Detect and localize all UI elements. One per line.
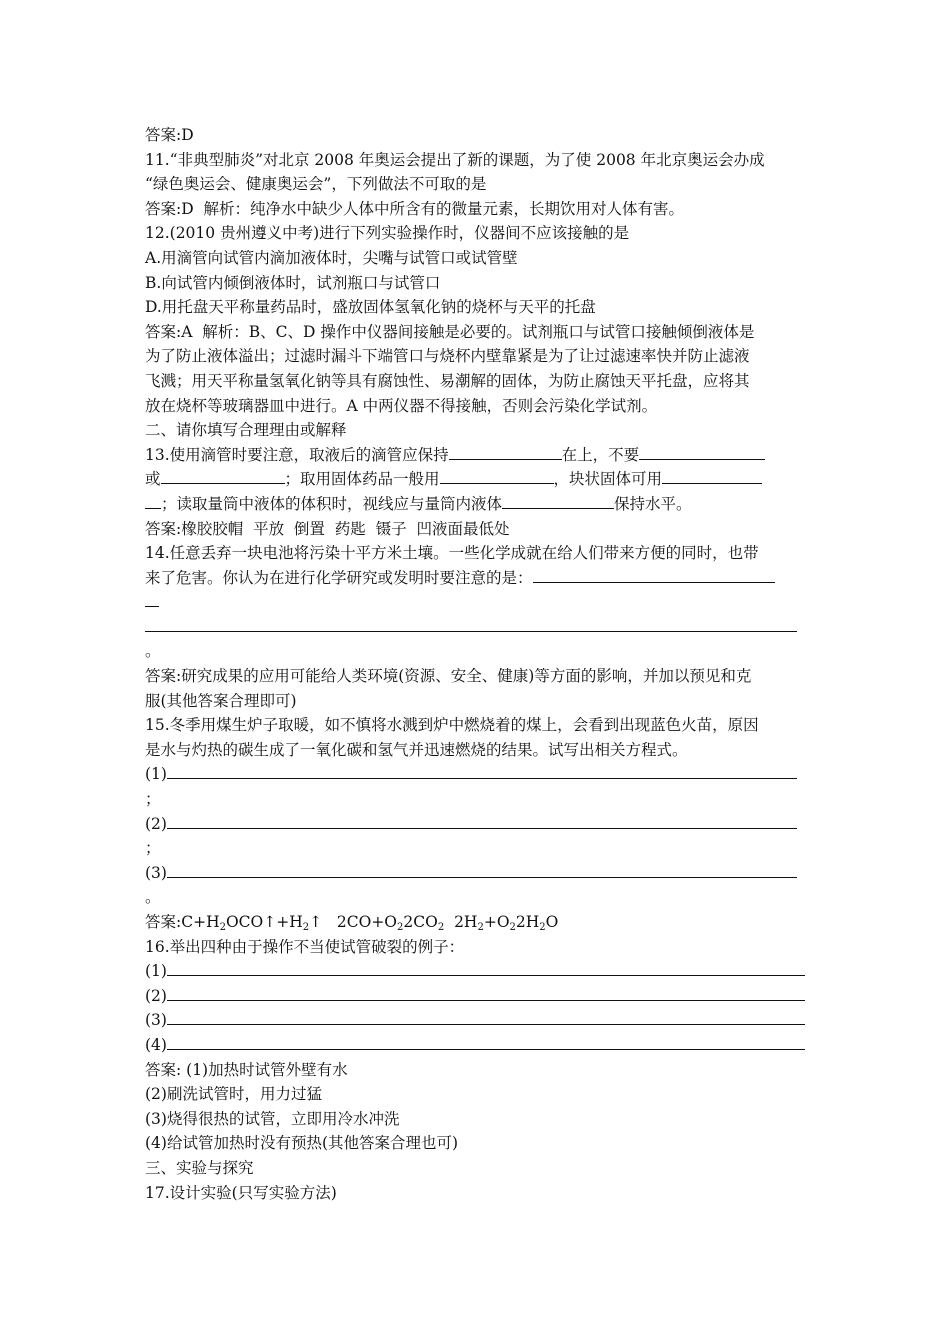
answer-16-line-1: 答案: (1)加热时试管外壁有水 bbox=[145, 1060, 348, 1079]
document-page bbox=[145, 123, 810, 1205]
equation-2 bbox=[145, 812, 810, 837]
question-13-text-e: ，块状固体可用 bbox=[553, 470, 663, 489]
question-17: 17.设计实验(只写实验方法) bbox=[145, 1183, 337, 1202]
equation-3-end: 。 bbox=[145, 888, 161, 907]
question-12: 12.(2010 贵州遵义中考)进行下列实验操作时，仪器间不应该接触的是 bbox=[145, 224, 630, 243]
question-15-line-1: 15.冬季用煤生炉子取暖，如不慎将水溅到炉中燃烧着的煤上，会看到出现蓝色火苗，原因 bbox=[145, 716, 759, 735]
blank bbox=[449, 444, 562, 460]
blank bbox=[167, 1009, 805, 1025]
question-11-line-2: “绿色奥运会、健康奥运会”，下列做法不可取的是 bbox=[145, 175, 487, 194]
blank bbox=[502, 493, 614, 509]
answer-14-line-2: 服(其他答案合理即可) bbox=[145, 691, 297, 710]
answer-16-line-4: (4)给试管加热时没有预热(其他答案合理也可) bbox=[145, 1134, 459, 1153]
subscript: 2 bbox=[302, 922, 310, 933]
question-13-text-f: ；读取量筒中液体的体积时，视线应与量筒内液体 bbox=[161, 494, 503, 513]
subscript: 2 bbox=[219, 922, 226, 933]
subscript: 2 bbox=[477, 922, 484, 933]
example-2 bbox=[145, 984, 810, 1009]
blank bbox=[145, 591, 159, 607]
blank bbox=[167, 985, 805, 1001]
question-14-end: 。 bbox=[145, 642, 161, 661]
item-number: (2) bbox=[145, 986, 167, 1005]
option-d: D.用托盘天平称量药品时，盛放固体氢氧化钠的烧杯与天平的托盘 bbox=[145, 298, 596, 317]
question-13-text-c: 或 bbox=[145, 470, 161, 489]
item-number: (2) bbox=[145, 814, 167, 833]
answer-15-part: 2H bbox=[444, 913, 478, 931]
answer-15-part: ↑ 2CO+O bbox=[309, 913, 398, 931]
answer-15 bbox=[145, 910, 810, 935]
blank bbox=[662, 468, 762, 484]
question-13-line-1 bbox=[145, 443, 810, 468]
option-a: A.用滴管向试管内滴加液体时，尖嘴与试管口或试管壁 bbox=[145, 248, 518, 267]
section-3-heading: 三、实验与探究 bbox=[145, 1158, 254, 1177]
blank bbox=[167, 960, 805, 976]
answer-line: 答案:D bbox=[145, 126, 194, 144]
equation-3 bbox=[145, 861, 810, 886]
question-14-text: 来了危害。你认为在进行化学研究或发明时要注意的是： bbox=[145, 568, 533, 587]
answer-15-part: +O bbox=[483, 913, 510, 931]
equation-1-end: ； bbox=[145, 790, 161, 809]
example-3 bbox=[145, 1008, 810, 1033]
question-13-text-g: 保持水平。 bbox=[614, 494, 692, 513]
blank bbox=[167, 1034, 805, 1050]
answer-15-part: 2CO bbox=[403, 913, 438, 931]
question-16: 16.举出四种由于操作不当使试管破裂的例子： bbox=[145, 937, 465, 956]
answer-11: 答案:D 解析：纯净水中缺少人体中所含有的微量元素，长期饮用对人体有害。 bbox=[145, 199, 685, 218]
subscript: 2 bbox=[437, 922, 445, 933]
answer-12-line-2: 为了防止液体溢出；过滤时漏斗下端管口与烧杯内壁靠紧是为了让过滤速率快并防止滤液 bbox=[145, 347, 750, 366]
item-number: (4) bbox=[145, 1035, 167, 1054]
question-11-line-1: 11.“非典型肺炎”对北京 2008 年奥运会提出了新的课题，为了使 2008 年北京奥运会办成 bbox=[145, 150, 765, 169]
answer-12-line-3: 飞溅；用天平称量氢氧化钠等具有腐蚀性、易潮解的固体，为防止腐蚀天平托盘，应将其 bbox=[145, 371, 750, 390]
example-4 bbox=[145, 1033, 810, 1058]
answer-16-line-2: (2)刷洗试管时，用力过猛 bbox=[145, 1085, 322, 1104]
equation-2-end: ； bbox=[145, 839, 161, 858]
section-2-heading: 二、请你填写合理理由或解释 bbox=[145, 421, 347, 440]
question-14-line-2 bbox=[145, 566, 810, 591]
answer-12-line-1: 答案:A 解析：B、C、D 操作中仪器间接触是必要的。试剂瓶口与试管口接触倾倒液体是 bbox=[145, 322, 755, 341]
answer-15-part: 答案:C+H bbox=[145, 913, 220, 931]
question-15-line-2: 是水与灼热的碳生成了一氧化碳和氢气并迅速燃烧的结果。试写出相关方程式。 bbox=[145, 740, 688, 759]
item-number: (1) bbox=[145, 765, 167, 784]
blank bbox=[440, 468, 554, 484]
question-13-line-2 bbox=[145, 467, 810, 492]
blank bbox=[167, 763, 797, 779]
answer-16-line-3: (3)烧得很热的试管，立即用冷水冲洗 bbox=[145, 1109, 400, 1128]
answer-15-part: 2H bbox=[515, 913, 540, 931]
answer-13: 答案:橡胶胶帽 平放 倒置 药匙 镊子 凹液面最低处 bbox=[145, 519, 510, 538]
blank-line bbox=[145, 615, 810, 640]
question-13-text-a: 13.使用滴管时要注意，取液后的滴管应保持 bbox=[145, 445, 449, 464]
item-number: (1) bbox=[145, 962, 167, 981]
answer-15-part: OCO↑+H bbox=[225, 913, 303, 931]
blank bbox=[145, 616, 797, 632]
subscript: 2 bbox=[397, 922, 404, 933]
equation-1 bbox=[145, 762, 810, 787]
option-b: B.向试管内倾倒液体时，试剂瓶口与试管口 bbox=[145, 273, 441, 292]
subscript: 2 bbox=[509, 922, 516, 933]
answer-15-part: O bbox=[545, 913, 559, 931]
subscript: 2 bbox=[539, 922, 546, 933]
blank bbox=[145, 493, 161, 509]
answer-12-line-4: 放在烧杯等玻璃器皿中进行。A 中两仪器不得接触，否则会污染化学试剂。 bbox=[145, 396, 658, 415]
question-13-text-d: ；取用固体药品一般用 bbox=[284, 470, 440, 489]
example-1 bbox=[145, 959, 810, 984]
answer-14-line-1: 答案:研究成果的应用可能给人类环境(资源、安全、健康)等方面的影响，并加以预见和克 bbox=[145, 667, 752, 686]
blank-line bbox=[145, 590, 810, 615]
question-13-line-3 bbox=[145, 492, 810, 517]
blank bbox=[161, 468, 285, 484]
blank bbox=[167, 862, 797, 878]
blank bbox=[533, 567, 775, 583]
blank bbox=[639, 444, 765, 460]
question-13-text-b: 在上，不要 bbox=[561, 445, 640, 464]
question-14-line-1: 14.任意丢弃一块电池将污染十平方米土壤。一些化学成就在给人们带来方便的同时，也带 bbox=[145, 544, 759, 563]
blank bbox=[167, 813, 797, 829]
item-number: (3) bbox=[145, 1011, 167, 1030]
item-number: (3) bbox=[145, 863, 167, 882]
